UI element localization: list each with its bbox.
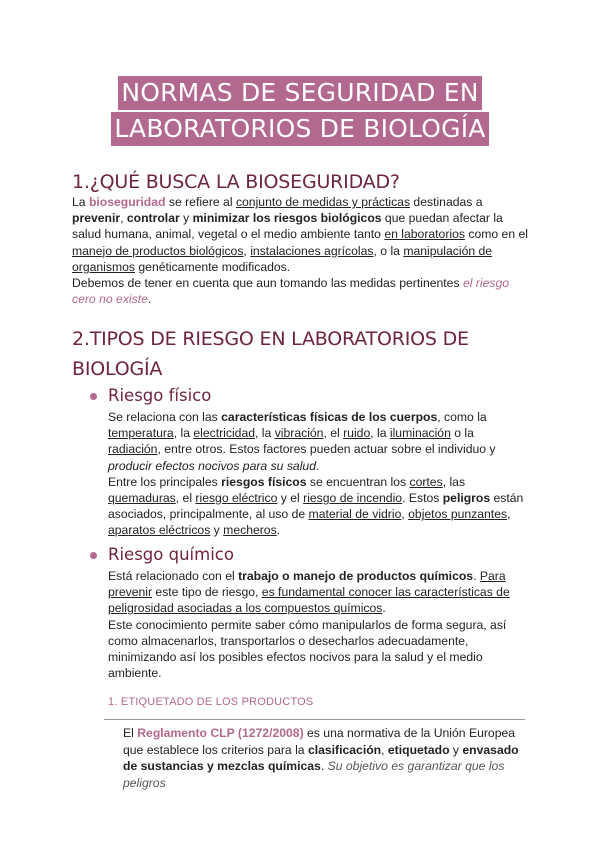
text-run: , las — [442, 474, 466, 489]
section-1-heading: 1.¿QUÉ BUSCA LA BIOSEGURIDAD? — [72, 171, 400, 193]
divider — [104, 719, 525, 720]
text-run: , el — [323, 426, 344, 441]
text-run: este tipo de riesgo, — [152, 585, 262, 600]
text-run: , o la — [373, 243, 404, 258]
text-run: . Estos — [402, 491, 443, 506]
riesgo-quimico-heading: Riesgo químico — [108, 545, 234, 564]
bold-text: minimizar los riesgos biológicos — [192, 211, 382, 226]
text-run: Entre los principales — [108, 474, 222, 489]
italic-accent-text: el riesgo cero no existe — [72, 276, 510, 307]
underlined-text: electricidad — [193, 426, 256, 441]
underlined-text: ruido — [343, 426, 371, 441]
underlined-text: instalaciones agrícolas — [250, 243, 374, 258]
bold-text: peligros — [442, 491, 491, 506]
section-1-paragraph — [72, 194, 534, 307]
bold-text: trabajo o manejo de productos químicos — [238, 569, 474, 583]
document-title — [0, 76, 600, 146]
underlined-text: cortes — [409, 474, 443, 489]
text-run: . — [276, 523, 281, 538]
text-run: , — [507, 507, 511, 522]
bold-text: características físicas de los cuerpos — [221, 410, 438, 424]
bold-text: etiquetado — [387, 742, 450, 757]
underlined-text: vibración — [274, 426, 324, 441]
text-run: , — [401, 507, 409, 522]
riesgo-quimico-paragraph — [108, 568, 528, 681]
keyword-reglamento: Reglamento CLP (1272/2008) — [137, 726, 304, 740]
underlined-text: manejo de productos biológicos — [72, 243, 244, 258]
text-run: o la — [450, 426, 474, 441]
text-run: , el — [175, 491, 196, 506]
bold-text: controlar — [126, 211, 180, 226]
underlined-text: riesgo de incendio — [303, 491, 403, 506]
text-run: , la — [370, 426, 390, 441]
bold-text: envasado de sustancias y mezclas químicas — [123, 742, 519, 773]
text-run: El — [123, 726, 138, 740]
text-run: es una normativa de la Unión Europea que establece los criterios para la — [123, 726, 516, 757]
underlined-text: radiación — [108, 442, 158, 457]
underlined-text: es fundamental conocer las características de peligrosidad asociadas a los compuestos químicos — [108, 585, 510, 616]
italic-text: producir efectos nocivos para su salud — [108, 458, 316, 473]
text-run: , — [381, 742, 388, 757]
underlined-text: temperatura — [108, 426, 174, 441]
text-run: están asociados, principalmente, al uso de — [108, 491, 524, 522]
bullet-dot-icon — [90, 393, 97, 400]
italic-text: Su objetivo es garantizar que los peligros — [123, 759, 505, 790]
text-run: se refiere al — [165, 195, 236, 209]
bold-text: riesgos físicos — [221, 474, 307, 489]
underlined-text: objetos punzantes — [408, 507, 508, 522]
text-run: , entre otros. Estos factores pueden actuar sobre el individuo y — [157, 442, 496, 457]
text-run: Está relacionado con el — [108, 569, 239, 583]
text-run: , la — [255, 426, 275, 441]
text-run: , — [243, 243, 251, 258]
text-run: , — [120, 211, 127, 226]
text-run: La — [72, 195, 89, 209]
text-run: . — [320, 759, 328, 773]
text-run: , la — [173, 426, 194, 441]
keyword-bioseguridad: bioseguridad — [88, 195, 166, 209]
text-run: que puedan afectar la salud humana, animal, vegetal o el medio ambiente tanto — [72, 211, 503, 242]
text-run: y — [179, 211, 193, 226]
underlined-text: manipulación de organismos — [72, 243, 493, 274]
riesgo-fisico-paragraph — [108, 409, 528, 539]
text-run: . — [382, 601, 386, 616]
underlined-text: conjunto de medidas y prácticas — [235, 195, 411, 209]
text-run: como en el — [464, 227, 528, 242]
text-run: Se relaciona con las — [108, 410, 222, 424]
underlined-text: Para prevenir — [108, 569, 506, 600]
text-run: y — [210, 523, 224, 538]
underlined-text: quemaduras — [108, 491, 176, 506]
riesgo-fisico-heading: Riesgo físico — [108, 386, 212, 405]
underlined-text: en laboratorios — [384, 227, 465, 242]
bullet-dot-icon — [90, 552, 97, 559]
text-run: . — [473, 569, 480, 583]
text-run: . — [315, 458, 320, 473]
underlined-text: aparatos eléctricos — [108, 523, 211, 538]
reglamento-paragraph — [123, 725, 523, 791]
text-run: destinadas a — [410, 195, 483, 209]
text-run: . — [147, 292, 152, 307]
title-line-1: NORMAS DE SEGURIDAD EN — [118, 76, 481, 110]
text-run: Debemos de tener en cuenta que aun tomando las medidas pertinentes — [72, 276, 463, 291]
underlined-text: iluminación — [389, 426, 451, 441]
underlined-text: riesgo eléctrico — [195, 491, 278, 506]
text-run: Este conocimiento permite saber cómo manipularlos de forma segura, así como almacenarlos, transportarlos o desecharlos adecuadamente, minimizando así los posibles efectos nocivos para la salud y el medio ambiente. — [108, 617, 507, 681]
numbered-subheading: 1. ETIQUETADO DE LOS PRODUCTOS — [108, 696, 314, 708]
bold-text: prevenir — [72, 211, 121, 226]
text-run: se encuentran los — [306, 474, 410, 489]
underlined-text: material de vidrio — [308, 507, 402, 522]
text-run: y — [449, 742, 463, 757]
text-run: y el — [277, 491, 304, 506]
bold-text: clasificación — [307, 742, 382, 757]
text-run: , como la — [437, 410, 487, 424]
underlined-text: mecheros — [223, 523, 277, 538]
section-2-heading: 2.TIPOS DE RIESGO EN LABORATORIOS DE BIOLOGÍA — [72, 328, 469, 380]
title-line-2: LABORATORIOS DE BIOLOGÍA — [111, 112, 488, 146]
text-run: genéticamente modificados. — [135, 259, 291, 274]
